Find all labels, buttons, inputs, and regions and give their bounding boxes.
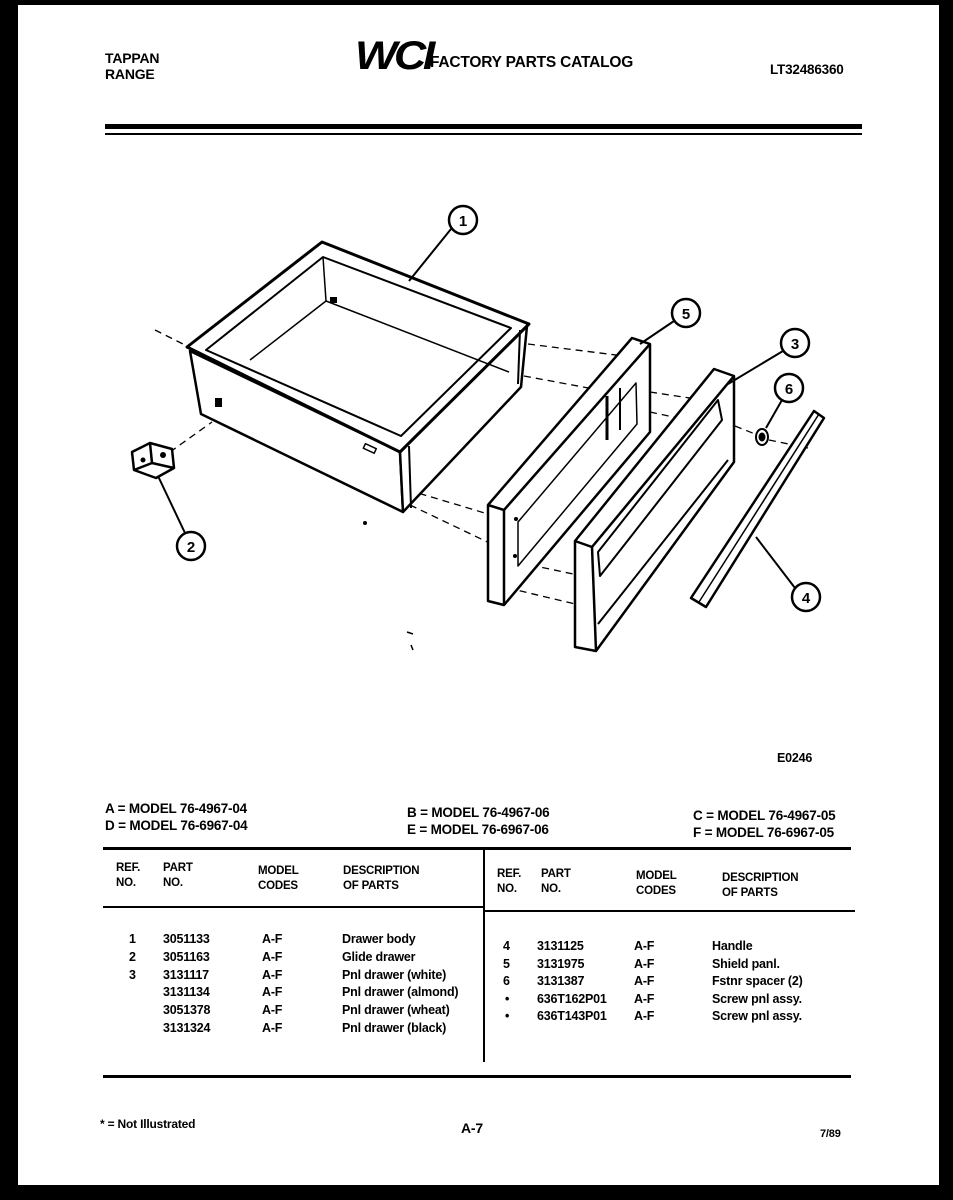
callout-number: 3: [790, 336, 800, 353]
model-c: C = MODEL 76-4967-05: [693, 808, 836, 823]
glide-drawer: [132, 443, 174, 478]
callout-5: [640, 299, 700, 344]
header-of-parts: OF PARTS: [722, 887, 778, 899]
part-no: 3051133: [163, 932, 210, 946]
ref-no: •: [505, 1009, 510, 1023]
header-description: DESCRIPTION: [343, 865, 420, 877]
ref-no: •: [505, 992, 510, 1006]
page-number: A-7: [461, 1120, 483, 1136]
table-top-rule: [103, 847, 851, 850]
exploded-parts-diagram: [100, 190, 850, 670]
ref-no: 1: [129, 932, 136, 946]
header-codes: CODES: [258, 880, 298, 892]
part-no: 3131975: [537, 957, 585, 971]
callout-number: 5: [681, 306, 691, 323]
catalog-title: FACTORY PARTS CATALOG: [430, 54, 634, 71]
part-description: Pnl drawer (white): [342, 968, 447, 982]
drawer-slot: [330, 297, 337, 303]
header-part: PART: [541, 868, 571, 880]
part-description: Drawer body: [342, 932, 416, 946]
part-description: Screw pnl assy.: [712, 992, 802, 1006]
header-ref: REF.: [116, 862, 141, 874]
header-ref: REF.: [497, 868, 522, 880]
header-underline-right: [485, 910, 855, 912]
part-no: 3051163: [163, 950, 210, 964]
callout-number: 2: [186, 539, 196, 556]
model-codes: A-F: [634, 957, 655, 971]
part-no: 3131324: [163, 1021, 211, 1035]
header-part-no: NO.: [541, 883, 561, 895]
part-no: 3131134: [163, 985, 210, 999]
part-description: Screw pnl assy.: [712, 1009, 802, 1023]
part-description: Glide drawer: [342, 950, 416, 964]
header-model: MODEL: [258, 865, 299, 877]
model-codes: A-F: [634, 974, 655, 988]
part-description: Pnl drawer (black): [342, 1021, 447, 1035]
ref-no: 3: [129, 968, 136, 982]
scan-speck: [407, 632, 413, 650]
part-no: 3131117: [163, 968, 209, 982]
part-no: 3131125: [537, 939, 584, 953]
model-codes: A-F: [634, 992, 655, 1006]
drawer-body: [187, 242, 529, 512]
header-of-parts: OF PARTS: [343, 880, 399, 892]
model-codes: A-F: [262, 1003, 283, 1017]
catalog-date: 7/89: [820, 1128, 841, 1140]
fastener-spacer: [756, 429, 768, 445]
product-type: RANGE: [105, 66, 155, 82]
part-no: 636T143P01: [537, 1009, 607, 1023]
model-codes: A-F: [262, 950, 283, 964]
ref-no: 4: [503, 939, 510, 953]
scan-speck: [363, 521, 367, 525]
model-e: E = MODEL 76-6967-06: [407, 822, 549, 837]
model-codes: A-F: [262, 932, 283, 946]
header-rule-thick: [105, 124, 862, 129]
drawer-slot: [215, 398, 222, 407]
part-description: Handle: [712, 939, 753, 953]
catalog-number: LT32486360: [770, 62, 844, 77]
callout-6: [766, 374, 803, 428]
part-description: Pnl drawer (almond): [342, 985, 459, 999]
figure-code: E0246: [777, 751, 813, 765]
header-part-no: NO.: [163, 877, 183, 889]
callout-2: [158, 476, 205, 560]
part-no: 3051378: [163, 1003, 211, 1017]
model-f: F = MODEL 76-6967-05: [693, 825, 834, 840]
model-codes: A-F: [262, 985, 283, 999]
header-part: PART: [163, 862, 193, 874]
table-bottom-rule: [103, 1075, 851, 1078]
model-codes: A-F: [262, 1021, 283, 1035]
header-codes: CODES: [636, 885, 676, 897]
callout-1: [409, 206, 477, 281]
part-description: Pnl drawer (wheat): [342, 1003, 450, 1017]
callout-number: 4: [801, 590, 811, 607]
model-a: A = MODEL 76-4967-04: [105, 801, 247, 816]
part-description: Shield panl.: [712, 957, 780, 971]
callout-4: [756, 537, 820, 611]
ref-no: 6: [503, 974, 510, 988]
header-ref-no: NO.: [497, 883, 517, 895]
model-d: D = MODEL 76-6967-04: [105, 818, 248, 833]
table-column-divider: [483, 850, 485, 1062]
model-codes: A-F: [634, 1009, 655, 1023]
header-underline-left: [103, 906, 483, 908]
callout-number: 6: [784, 381, 794, 398]
part-no: 3131387: [537, 974, 585, 988]
ref-no: 2: [129, 950, 136, 964]
model-codes: A-F: [262, 968, 283, 982]
ref-no: 5: [503, 957, 510, 971]
callout-number: 1: [458, 213, 468, 230]
header-description: DESCRIPTION: [722, 872, 799, 884]
not-illustrated-note: * = Not Illustrated: [100, 1117, 196, 1131]
model-codes: A-F: [634, 939, 655, 953]
header-ref-no: NO.: [116, 877, 136, 889]
header-rule-thin: [105, 133, 862, 135]
header-model: MODEL: [636, 870, 677, 882]
brand-name: TAPPAN: [105, 50, 160, 66]
wci-logo: WCI: [355, 34, 433, 78]
model-b: B = MODEL 76-4967-06: [407, 805, 550, 820]
part-no: 636T162P01: [537, 992, 607, 1006]
part-description: Fstnr spacer (2): [712, 974, 803, 988]
